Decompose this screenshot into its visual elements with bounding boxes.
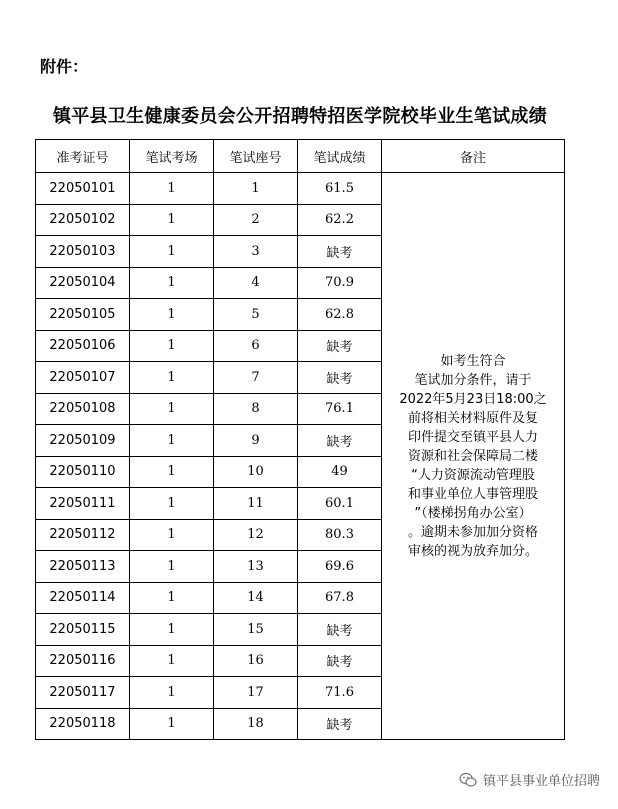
- exam-id-cell: 22050115: [36, 614, 130, 646]
- column-header-remarks: 备注: [382, 140, 565, 173]
- score-cell: 缺考: [298, 614, 382, 646]
- score-cell: 62.8: [298, 299, 382, 331]
- remarks-line: “人力资源流动管理股: [411, 467, 535, 483]
- score-cell: 60.1: [298, 488, 382, 520]
- score-cell: 71.6: [298, 677, 382, 709]
- source-watermark: [459, 770, 600, 789]
- remarks-line: 。逾期未参加加分资格: [407, 524, 538, 540]
- seat-number-cell: 11: [214, 488, 298, 520]
- attachment-label: 附件：: [40, 57, 89, 76]
- score-cell: 80.3: [298, 519, 382, 551]
- column-header-score: 笔试成绩: [298, 140, 382, 173]
- score-cell: 62.2: [298, 204, 382, 236]
- seat-number-cell: 2: [214, 204, 298, 236]
- exam-room-cell: 1: [130, 362, 214, 394]
- table-header-row: [36, 140, 565, 173]
- source-name: 镇平县事业单位招聘: [482, 774, 600, 789]
- seat-number-cell: 4: [214, 267, 298, 299]
- score-cell: 67.8: [298, 582, 382, 614]
- exam-room-cell: 1: [130, 267, 214, 299]
- seat-number-cell: 3: [214, 236, 298, 268]
- score-cell: 69.6: [298, 551, 382, 583]
- score-cell: 缺考: [298, 645, 382, 677]
- seat-number-cell: 8: [214, 393, 298, 425]
- exam-id-cell: 22050109: [36, 425, 130, 457]
- exam-id-cell: 22050111: [36, 488, 130, 520]
- exam-room-cell: 1: [130, 204, 214, 236]
- column-header-seat-number: 笔试座号: [214, 140, 298, 173]
- scores-table: [35, 139, 565, 740]
- exam-id-cell: 22050103: [36, 236, 130, 268]
- exam-room-cell: 1: [130, 645, 214, 677]
- exam-room-cell: 1: [130, 393, 214, 425]
- remarks-line: 前将相关材料原件及复: [407, 410, 538, 426]
- seat-number-cell: 5: [214, 299, 298, 331]
- exam-room-cell: 1: [130, 551, 214, 583]
- seat-number-cell: 14: [214, 582, 298, 614]
- wechat-icon: [459, 772, 477, 788]
- exam-room-cell: 1: [130, 330, 214, 362]
- remarks-line: 2022年5月23日18:00之: [399, 391, 547, 407]
- exam-room-cell: 1: [130, 519, 214, 551]
- exam-room-cell: 1: [130, 677, 214, 709]
- exam-room-cell: 1: [130, 708, 214, 740]
- score-cell: 缺考: [298, 425, 382, 457]
- seat-number-cell: 10: [214, 456, 298, 488]
- seat-number-cell: 7: [214, 362, 298, 394]
- seat-number-cell: 9: [214, 425, 298, 457]
- exam-id-cell: 22050110: [36, 456, 130, 488]
- remarks-line: ”（楼梯拐角办公室）: [414, 505, 532, 521]
- seat-number-cell: 15: [214, 614, 298, 646]
- score-cell: 76.1: [298, 393, 382, 425]
- exam-id-cell: 22050105: [36, 299, 130, 331]
- exam-room-cell: 1: [130, 425, 214, 457]
- seat-number-cell: 12: [214, 519, 298, 551]
- remarks-line: 如考生符合: [440, 353, 506, 369]
- remarks-line: 和事业单位人事管理股: [407, 486, 538, 502]
- remarks-line: 笔试加分条件，请于: [414, 372, 532, 388]
- exam-id-cell: 22050102: [36, 204, 130, 236]
- score-cell: 缺考: [298, 708, 382, 740]
- exam-id-cell: 22050112: [36, 519, 130, 551]
- score-cell: 61.5: [298, 173, 382, 205]
- remarks-line: 资源和社会保障局二楼: [407, 448, 538, 464]
- exam-id-cell: 22050117: [36, 677, 130, 709]
- exam-room-cell: 1: [130, 236, 214, 268]
- exam-id-cell: 22050114: [36, 582, 130, 614]
- exam-room-cell: 1: [130, 299, 214, 331]
- exam-room-cell: 1: [130, 173, 214, 205]
- exam-id-cell: 22050108: [36, 393, 130, 425]
- seat-number-cell: 13: [214, 551, 298, 583]
- page-title: 镇平县卫生健康委员会公开招聘特招医学院校毕业生笔试成绩: [52, 106, 548, 127]
- score-cell: 缺考: [298, 330, 382, 362]
- table-row: [36, 173, 565, 205]
- seat-number-cell: 6: [214, 330, 298, 362]
- exam-id-cell: 22050106: [36, 330, 130, 362]
- seat-number-cell: 17: [214, 677, 298, 709]
- exam-id-cell: 22050118: [36, 708, 130, 740]
- score-cell: 缺考: [298, 362, 382, 394]
- exam-room-cell: 1: [130, 614, 214, 646]
- score-cell: 缺考: [298, 236, 382, 268]
- exam-id-cell: 22050104: [36, 267, 130, 299]
- score-cell: 49: [298, 456, 382, 488]
- exam-room-cell: 1: [130, 488, 214, 520]
- exam-id-cell: 22050107: [36, 362, 130, 394]
- remarks-cell: [382, 173, 565, 740]
- exam-room-cell: 1: [130, 582, 214, 614]
- column-header-exam-id: 准考证号: [36, 140, 130, 173]
- remarks-line: 印件提交至镇平县人力: [407, 429, 538, 445]
- seat-number-cell: 16: [214, 645, 298, 677]
- exam-id-cell: 22050116: [36, 645, 130, 677]
- seat-number-cell: 1: [214, 173, 298, 205]
- exam-id-cell: 22050101: [36, 173, 130, 205]
- seat-number-cell: 18: [214, 708, 298, 740]
- exam-id-cell: 22050113: [36, 551, 130, 583]
- remarks-line: 审核的视为放弃加分。: [407, 543, 538, 559]
- column-header-exam-room: 笔试考场: [130, 140, 214, 173]
- score-cell: 70.9: [298, 267, 382, 299]
- exam-room-cell: 1: [130, 456, 214, 488]
